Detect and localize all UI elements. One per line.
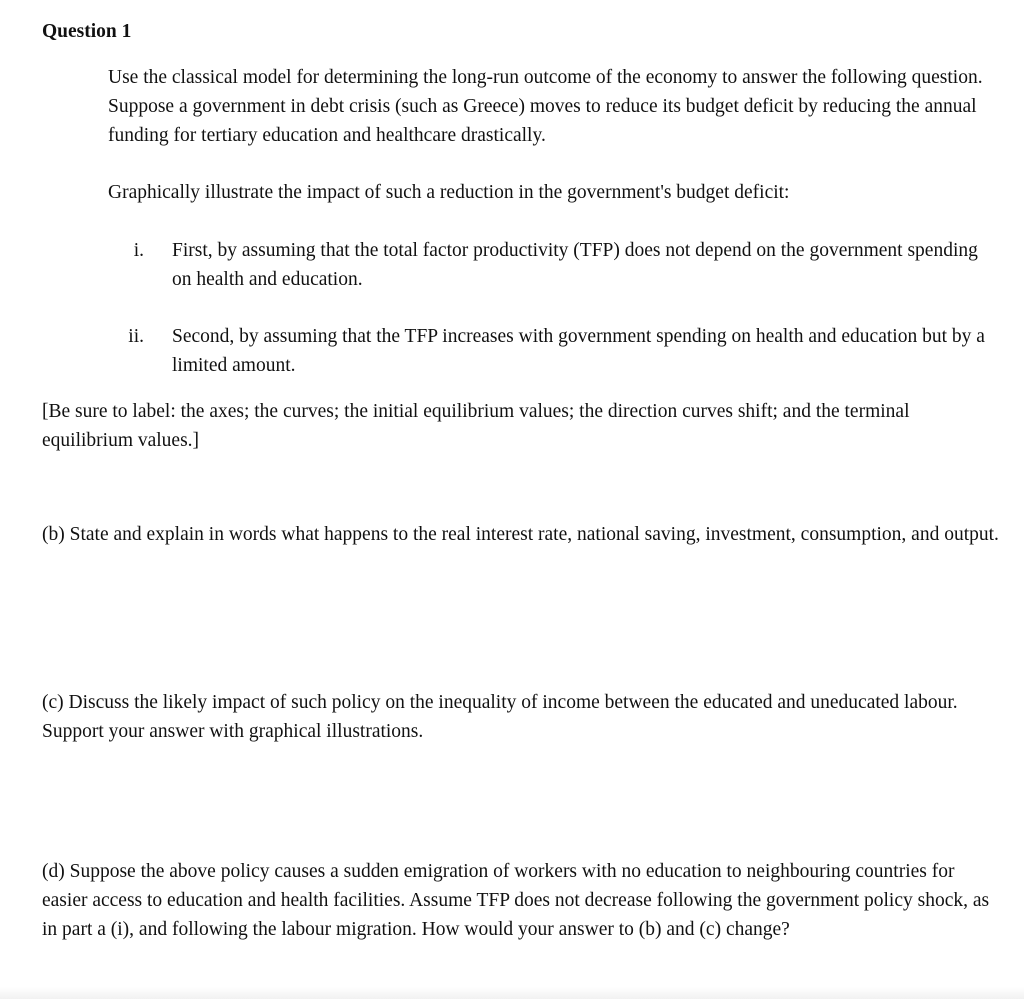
question-part-b: (b) State and explain in words what happens to the real interest rate, national saving, investment, consumption, and output. <box>42 524 999 545</box>
list-item-text: First, by assuming that the total factor productivity (TFP) does not depend on the government spending on health and education. <box>172 240 978 290</box>
question-instruction: Graphically illustrate the impact of such a reduction in the government's budget deficit: <box>108 182 790 203</box>
list-item-text: Second, by assuming that the TFP increases with government spending on health and education but by a limited amount. <box>172 326 985 376</box>
question-intro-paragraph: Use the classical model for determining the long-run outcome of the economy to answer the following question. Suppose a government in debt crisis (such as Greece) moves to reduce its budget deficit by reducing the annual funding for tertiary education and healthcare drastically. <box>108 67 983 146</box>
question-heading: Question 1 <box>42 21 132 42</box>
question-part-d: (d) Suppose the above policy causes a sudden emigration of workers with no education to neighbouring countries for easier access to education and health facilities. Assume TFP does not decrease following the government policy shock, as in part a (i), and following the labour migration. How would your answer to (b) and (c) change? <box>42 861 990 940</box>
list-item-marker: ii. <box>128 326 144 347</box>
page-bottom-edge <box>0 987 1024 999</box>
list-item-marker: i. <box>133 240 144 261</box>
question-part-c: (c) Discuss the likely impact of such policy on the inequality of income between the educated and uneducated labour. Support your answer with graphical illustrations. <box>42 692 958 742</box>
labeling-note: [Be sure to label: the axes; the curves; the initial equilibrium values; the direction curves shift; and the terminal equilibrium values.] <box>42 401 910 451</box>
